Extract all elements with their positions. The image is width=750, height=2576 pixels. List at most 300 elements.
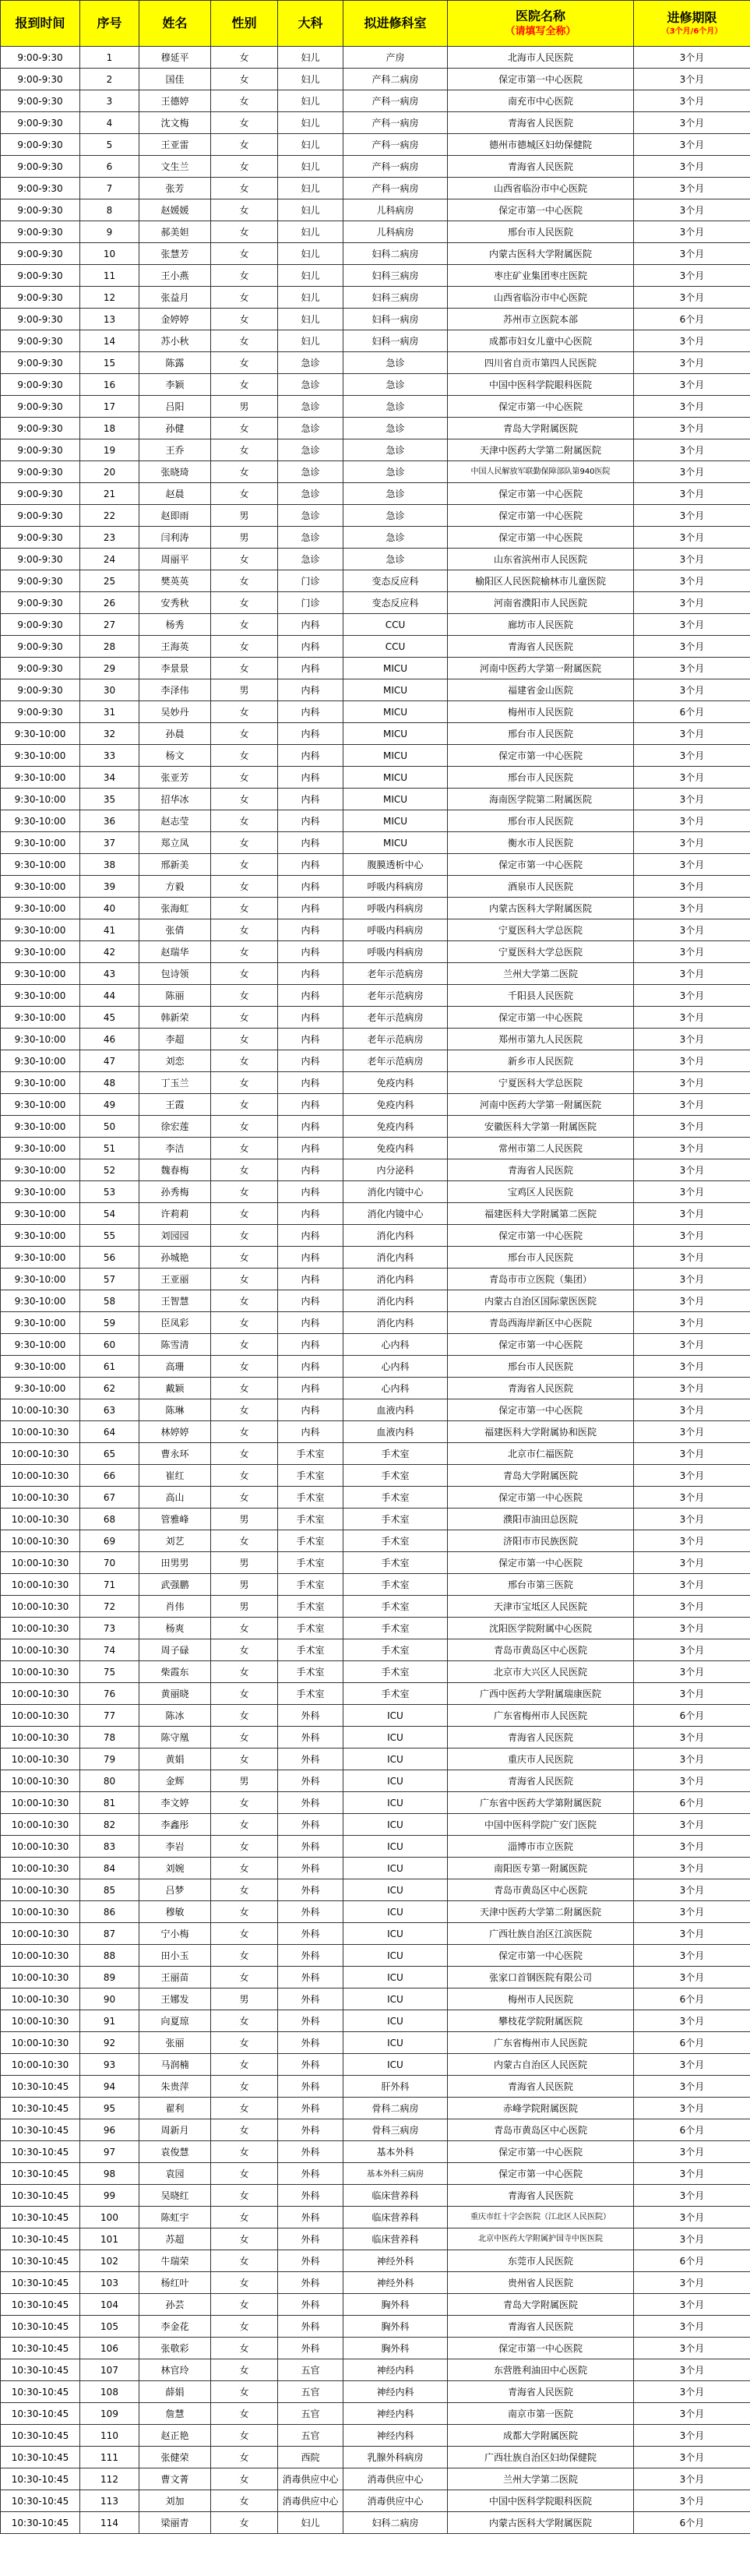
gender-cell: 女	[211, 156, 278, 178]
dept-cell: 急诊	[343, 396, 448, 418]
time-cell: 9:00-9:30	[1, 505, 80, 527]
name-cell: 徐宏莲	[139, 1116, 211, 1138]
period-cell: 3个月	[634, 243, 750, 265]
table-row	[1, 178, 750, 199]
hospital-cell: 河南省濮阳市人民医院	[448, 592, 634, 614]
category-cell: 手术室	[278, 1639, 343, 1661]
gender-cell: 女	[211, 2185, 278, 2207]
gender-cell: 女	[211, 374, 278, 396]
table-row	[1, 1923, 750, 1945]
seq-cell: 92	[80, 2032, 139, 2054]
time-cell: 10:00-10:30	[1, 1421, 80, 1443]
seq-cell: 24	[80, 549, 139, 570]
gender-cell: 女	[211, 330, 278, 352]
gender-cell: 女	[211, 2425, 278, 2447]
table-row	[1, 1509, 750, 1530]
category-cell: 内科	[278, 789, 343, 810]
category-cell: 消毒供应中心	[278, 2490, 343, 2512]
dept-cell: 呼吸内科病房	[343, 898, 448, 919]
time-cell: 10:00-10:30	[1, 1574, 80, 1596]
period-cell: 3个月	[634, 352, 750, 374]
hospital-cell: 内蒙古医科大学附属医院	[448, 243, 634, 265]
name-cell: 王娜发	[139, 1988, 211, 2010]
dept-cell: 老年示范病房	[343, 985, 448, 1007]
seq-cell: 59	[80, 1312, 139, 1334]
category-cell: 门诊	[278, 570, 343, 592]
gender-cell: 男	[211, 1574, 278, 1596]
table-row	[1, 2032, 750, 2054]
time-cell: 9:30-10:00	[1, 1029, 80, 1050]
gender-cell: 女	[211, 767, 278, 789]
gender-cell: 女	[211, 2228, 278, 2250]
table-row	[1, 810, 750, 832]
period-cell: 3个月	[634, 1967, 750, 1988]
dept-cell: MICU	[343, 679, 448, 701]
dept-cell: 手术室	[343, 1487, 448, 1509]
category-cell: 内科	[278, 658, 343, 679]
seq-cell: 108	[80, 2381, 139, 2403]
gender-cell: 女	[211, 1399, 278, 1421]
seq-cell: 27	[80, 614, 139, 636]
seq-cell: 55	[80, 1225, 139, 1247]
time-cell: 9:00-9:30	[1, 178, 80, 199]
category-cell: 内科	[278, 919, 343, 941]
dept-cell: 手术室	[343, 1639, 448, 1661]
time-cell: 9:30-10:00	[1, 767, 80, 789]
table-row	[1, 1443, 750, 1465]
dept-cell: 手术室	[343, 1465, 448, 1487]
dept-cell: 基本外科三病房	[343, 2163, 448, 2185]
dept-cell: CCU	[343, 614, 448, 636]
dept-cell: 消化内科	[343, 1269, 448, 1290]
table-row	[1, 1814, 750, 1836]
period-cell: 6个月	[634, 1792, 750, 1814]
gender-cell: 女	[211, 832, 278, 854]
time-cell: 9:00-9:30	[1, 156, 80, 178]
name-cell: 孙晨	[139, 723, 211, 745]
hospital-cell: 德州市德城区妇幼保健院	[448, 134, 634, 156]
period-cell: 3个月	[634, 592, 750, 614]
dept-cell: 老年示范病房	[343, 963, 448, 985]
time-cell: 9:30-10:00	[1, 1050, 80, 1072]
dept-cell: MICU	[343, 832, 448, 854]
period-cell: 3个月	[634, 396, 750, 418]
seq-cell: 74	[80, 1639, 139, 1661]
period-cell: 3个月	[634, 1727, 750, 1749]
period-cell: 3个月	[634, 570, 750, 592]
gender-cell: 女	[211, 1879, 278, 1901]
time-cell: 10:00-10:30	[1, 1967, 80, 1988]
seq-cell: 5	[80, 134, 139, 156]
table-row	[1, 1988, 750, 2010]
category-cell: 手术室	[278, 1618, 343, 1639]
seq-cell: 85	[80, 1879, 139, 1901]
category-cell: 妇儿	[278, 69, 343, 90]
table-row	[1, 2381, 750, 2403]
header-period	[634, 1, 750, 47]
gender-cell: 女	[211, 963, 278, 985]
period-cell: 3个月	[634, 1378, 750, 1399]
period-cell: 3个月	[634, 1465, 750, 1487]
name-cell: 杨爽	[139, 1618, 211, 1639]
hospital-cell: 张家口首钢医院有限公司	[448, 1967, 634, 1988]
dept-cell: 妇科一病房	[343, 330, 448, 352]
hospital-cell: 天津中医药大学第二附属医院	[448, 1901, 634, 1923]
name-cell: 王丽苗	[139, 1967, 211, 1988]
seq-cell: 36	[80, 810, 139, 832]
hospital-cell: 保定市第一中心医院	[448, 1552, 634, 1574]
gender-cell: 女	[211, 112, 278, 134]
seq-cell: 61	[80, 1356, 139, 1378]
table-row	[1, 1072, 750, 1094]
category-cell: 手术室	[278, 1661, 343, 1683]
category-cell: 内科	[278, 1007, 343, 1029]
table-row	[1, 767, 750, 789]
time-cell: 9:30-10:00	[1, 810, 80, 832]
name-cell: 苏超	[139, 2228, 211, 2250]
hospital-cell: 青岛大学附属医院	[448, 2294, 634, 2316]
time-cell: 10:30-10:45	[1, 2425, 80, 2447]
table-row	[1, 221, 750, 243]
period-cell: 3个月	[634, 2338, 750, 2359]
dept-cell: 产科一病房	[343, 156, 448, 178]
dept-cell: 临床营养科	[343, 2228, 448, 2250]
seq-cell: 34	[80, 767, 139, 789]
gender-cell: 女	[211, 1858, 278, 1879]
period-cell: 3个月	[634, 483, 750, 505]
time-cell: 10:00-10:30	[1, 1661, 80, 1683]
table-row	[1, 1269, 750, 1290]
name-cell: 李岩	[139, 1836, 211, 1858]
time-cell: 10:00-10:30	[1, 1901, 80, 1923]
period-cell: 3个月	[634, 1901, 750, 1923]
period-cell: 3个月	[634, 1203, 750, 1225]
dept-cell: 妇科二病房	[343, 243, 448, 265]
name-cell: 薛娟	[139, 2381, 211, 2403]
hospital-cell: 北海市人民医院	[448, 47, 634, 69]
gender-cell: 女	[211, 1181, 278, 1203]
hospital-cell: 保定市第一中心医院	[448, 1334, 634, 1356]
period-cell: 3个月	[634, 1618, 750, 1639]
time-cell: 10:30-10:45	[1, 2076, 80, 2098]
category-cell: 妇儿	[278, 221, 343, 243]
gender-cell: 女	[211, 1290, 278, 1312]
table-row	[1, 2163, 750, 2185]
gender-cell: 女	[211, 1007, 278, 1029]
time-cell: 9:00-9:30	[1, 69, 80, 90]
gender-cell: 女	[211, 287, 278, 309]
period-cell: 3个月	[634, 1487, 750, 1509]
dept-cell: 呼吸内科病房	[343, 876, 448, 898]
hospital-cell: 福建医科大学附属第二医院	[448, 1203, 634, 1225]
seq-cell: 11	[80, 265, 139, 287]
hospital-cell: 山西省临汾市中心医院	[448, 287, 634, 309]
gender-cell: 女	[211, 1334, 278, 1356]
period-cell: 3个月	[634, 156, 750, 178]
table-row	[1, 1770, 750, 1792]
seq-cell: 32	[80, 723, 139, 745]
name-cell: 翟利	[139, 2098, 211, 2119]
hospital-cell: 梅州市人民医院	[448, 1988, 634, 2010]
table-row	[1, 2250, 750, 2272]
period-cell: 3个月	[634, 1116, 750, 1138]
hospital-cell: 沈阳医学院附属中心医院	[448, 1618, 634, 1639]
category-cell: 内科	[278, 1203, 343, 1225]
gender-cell: 女	[211, 1443, 278, 1465]
hospital-cell: 青岛市黄岛区中心医院	[448, 1639, 634, 1661]
time-cell: 10:30-10:45	[1, 2512, 80, 2534]
seq-cell: 95	[80, 2098, 139, 2119]
seq-cell: 88	[80, 1945, 139, 1967]
seq-cell: 57	[80, 1269, 139, 1290]
name-cell: 牛瑞荣	[139, 2250, 211, 2272]
hospital-cell: 内蒙古自治区国际蒙医医院	[448, 1290, 634, 1312]
time-cell: 10:30-10:45	[1, 2294, 80, 2316]
hospital-cell: 保定市第一中心医院	[448, 1399, 634, 1421]
table-row	[1, 723, 750, 745]
category-cell: 急诊	[278, 527, 343, 549]
time-cell: 9:30-10:00	[1, 985, 80, 1007]
name-cell: 赵媛媛	[139, 199, 211, 221]
table-row	[1, 1421, 750, 1443]
gender-cell: 女	[211, 69, 278, 90]
table-row	[1, 265, 750, 287]
time-cell: 9:00-9:30	[1, 287, 80, 309]
seq-cell: 41	[80, 919, 139, 941]
hospital-cell: 河南中医药大学第一附属医院	[448, 1094, 634, 1116]
time-cell: 10:00-10:30	[1, 1945, 80, 1967]
period-cell: 3个月	[634, 1945, 750, 1967]
seq-cell: 73	[80, 1618, 139, 1639]
table-row	[1, 2316, 750, 2338]
dept-cell: ICU	[343, 2054, 448, 2076]
period-cell: 3个月	[634, 2163, 750, 2185]
gender-cell: 女	[211, 243, 278, 265]
period-cell: 3个月	[634, 832, 750, 854]
period-cell: 3个月	[634, 2272, 750, 2294]
name-cell: 闫利涛	[139, 527, 211, 549]
gender-cell: 女	[211, 2119, 278, 2141]
time-cell: 10:30-10:45	[1, 2098, 80, 2119]
category-cell: 门诊	[278, 592, 343, 614]
name-cell: 杨红叶	[139, 2272, 211, 2294]
hospital-cell: 福建省金山医院	[448, 679, 634, 701]
header-hospital-label: 医院名称	[515, 9, 565, 23]
category-cell: 外科	[278, 1945, 343, 1967]
name-cell: 刘加	[139, 2490, 211, 2512]
gender-cell: 女	[211, 1116, 278, 1138]
category-cell: 手术室	[278, 1465, 343, 1487]
hospital-cell: 梅州市人民医院	[448, 701, 634, 723]
name-cell: 赵正艳	[139, 2425, 211, 2447]
time-cell: 10:00-10:30	[1, 1596, 80, 1618]
time-cell: 9:00-9:30	[1, 199, 80, 221]
seq-cell: 12	[80, 287, 139, 309]
table-row	[1, 1334, 750, 1356]
dept-cell: 产科一病房	[343, 112, 448, 134]
name-cell: 孙秀梅	[139, 1181, 211, 1203]
category-cell: 外科	[278, 2272, 343, 2294]
dept-cell: 免疫内科	[343, 1094, 448, 1116]
table-row	[1, 1312, 750, 1334]
table-row	[1, 330, 750, 352]
name-cell: 梁丽青	[139, 2512, 211, 2534]
dept-cell: 产科一病房	[343, 90, 448, 112]
category-cell: 外科	[278, 2098, 343, 2119]
hospital-cell: 保定市第一中心医院	[448, 483, 634, 505]
period-cell: 3个月	[634, 876, 750, 898]
gender-cell: 女	[211, 1159, 278, 1181]
gender-cell: 女	[211, 2272, 278, 2294]
hospital-cell: 青海省人民医院	[448, 112, 634, 134]
dept-cell: 胸外科	[343, 2316, 448, 2338]
name-cell: 金辉	[139, 1770, 211, 1792]
table-row	[1, 1792, 750, 1814]
hospital-cell: 山东省滨州市人民医院	[448, 549, 634, 570]
period-cell: 6个月	[634, 2119, 750, 2141]
name-cell: 吴晓红	[139, 2185, 211, 2207]
period-cell: 3个月	[634, 1225, 750, 1247]
seq-cell: 51	[80, 1138, 139, 1159]
gender-cell: 女	[211, 2294, 278, 2316]
gender-cell: 女	[211, 701, 278, 723]
dept-cell: 急诊	[343, 352, 448, 374]
table-row	[1, 1225, 750, 1247]
name-cell: 安秀秋	[139, 592, 211, 614]
dept-cell: 消毒供应中心	[343, 2490, 448, 2512]
seq-cell: 109	[80, 2403, 139, 2425]
time-cell: 10:30-10:45	[1, 2316, 80, 2338]
table-row	[1, 1661, 750, 1683]
table-row	[1, 1879, 750, 1901]
seq-cell: 64	[80, 1421, 139, 1443]
gender-cell: 女	[211, 2010, 278, 2032]
time-cell: 10:30-10:45	[1, 2338, 80, 2359]
table-row	[1, 2490, 750, 2512]
hospital-cell: 保定市第一中心医院	[448, 1225, 634, 1247]
time-cell: 9:30-10:00	[1, 1181, 80, 1203]
gender-cell: 女	[211, 2076, 278, 2098]
table-row	[1, 919, 750, 941]
period-cell: 3个月	[634, 1247, 750, 1269]
time-cell: 9:30-10:00	[1, 745, 80, 767]
dept-cell: 骨科二病房	[343, 2098, 448, 2119]
seq-cell: 19	[80, 439, 139, 461]
gender-cell: 女	[211, 1029, 278, 1050]
time-cell: 9:00-9:30	[1, 243, 80, 265]
category-cell: 急诊	[278, 505, 343, 527]
dept-cell: 内分泌科	[343, 1159, 448, 1181]
gender-cell: 女	[211, 549, 278, 570]
name-cell: 张倩	[139, 919, 211, 941]
dept-cell: ICU	[343, 1923, 448, 1945]
dept-cell: 胸外科	[343, 2338, 448, 2359]
category-cell: 妇儿	[278, 134, 343, 156]
period-cell: 3个月	[634, 134, 750, 156]
dept-cell: ICU	[343, 1858, 448, 1879]
period-cell: 3个月	[634, 1356, 750, 1378]
time-cell: 9:30-10:00	[1, 1203, 80, 1225]
dept-cell: 神经外科	[343, 2250, 448, 2272]
seq-cell: 52	[80, 1159, 139, 1181]
hospital-cell: 保定市第一中心医院	[448, 1007, 634, 1029]
hospital-cell: 东营胜利油田中心医院	[448, 2359, 634, 2381]
period-cell: 3个月	[634, 2403, 750, 2425]
seq-cell: 33	[80, 745, 139, 767]
gender-cell: 女	[211, 2468, 278, 2490]
category-cell: 内科	[278, 723, 343, 745]
time-cell: 10:00-10:30	[1, 1749, 80, 1770]
category-cell: 急诊	[278, 352, 343, 374]
seq-cell: 39	[80, 876, 139, 898]
dept-cell: 急诊	[343, 418, 448, 439]
seq-cell: 38	[80, 854, 139, 876]
seq-cell: 80	[80, 1770, 139, 1792]
category-cell: 外科	[278, 2316, 343, 2338]
period-cell: 3个月	[634, 418, 750, 439]
time-cell: 10:00-10:30	[1, 1552, 80, 1574]
hospital-cell: 枣庄矿业集团枣庄医院	[448, 265, 634, 287]
hospital-cell: 安徽医科大学第一附属医院	[448, 1116, 634, 1138]
period-cell: 3个月	[634, 1683, 750, 1705]
name-cell: 孙健	[139, 418, 211, 439]
period-cell: 3个月	[634, 1509, 750, 1530]
period-cell: 3个月	[634, 1334, 750, 1356]
dept-cell: ICU	[343, 1879, 448, 1901]
dept-cell: 神经内科	[343, 2403, 448, 2425]
gender-cell: 女	[211, 1727, 278, 1749]
hospital-cell: 青岛市市立医院（集团）	[448, 1269, 634, 1290]
category-cell: 外科	[278, 1901, 343, 1923]
seq-cell: 29	[80, 658, 139, 679]
name-cell: 陈丽	[139, 985, 211, 1007]
dept-cell: ICU	[343, 1792, 448, 1814]
category-cell: 急诊	[278, 549, 343, 570]
gender-cell: 男	[211, 1596, 278, 1618]
table-row	[1, 941, 750, 963]
gender-cell: 女	[211, 1749, 278, 1770]
seq-cell: 40	[80, 898, 139, 919]
seq-cell: 44	[80, 985, 139, 1007]
time-cell: 10:00-10:30	[1, 1879, 80, 1901]
dept-cell: 消化内科	[343, 1247, 448, 1269]
dept-cell: 手术室	[343, 1618, 448, 1639]
category-cell: 手术室	[278, 1443, 343, 1465]
gender-cell: 男	[211, 1770, 278, 1792]
name-cell: 穆敏	[139, 1901, 211, 1923]
table-row	[1, 2468, 750, 2490]
category-cell: 妇儿	[278, 90, 343, 112]
name-cell: 李金花	[139, 2316, 211, 2338]
period-cell: 3个月	[634, 919, 750, 941]
table-row	[1, 374, 750, 396]
table-row	[1, 1487, 750, 1509]
seq-cell: 26	[80, 592, 139, 614]
dept-cell: 心内科	[343, 1356, 448, 1378]
gender-cell: 女	[211, 745, 278, 767]
gender-cell: 男	[211, 1509, 278, 1530]
header-gender: 性别	[211, 1, 278, 47]
hospital-cell: 山西省临汾市中心医院	[448, 178, 634, 199]
seq-cell: 31	[80, 701, 139, 723]
category-cell: 内科	[278, 1225, 343, 1247]
category-cell: 内科	[278, 1312, 343, 1334]
time-cell: 10:30-10:45	[1, 2119, 80, 2141]
dept-cell: MICU	[343, 723, 448, 745]
category-cell: 外科	[278, 2032, 343, 2054]
name-cell: 柴霞东	[139, 1661, 211, 1683]
period-cell: 3个月	[634, 1879, 750, 1901]
